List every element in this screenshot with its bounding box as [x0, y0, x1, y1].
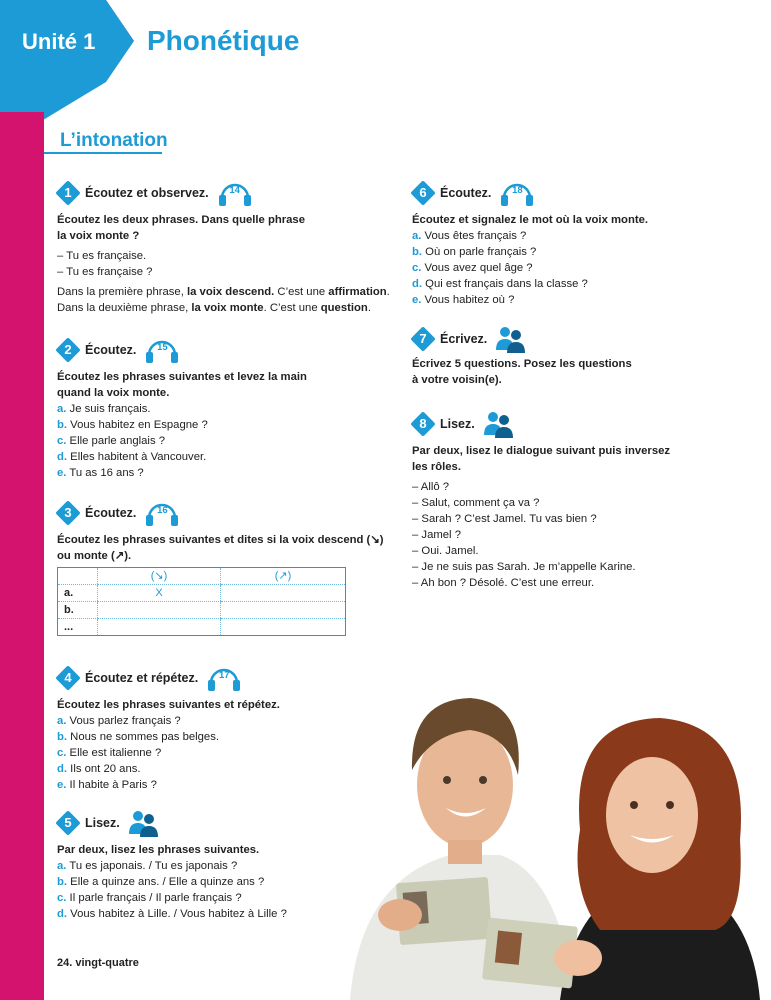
track-number: 15	[157, 342, 168, 353]
list-item: d. Vous habitez à Lille. / Vous habitez à Lille ?	[57, 908, 287, 920]
explanation-text: Dans la première phrase, la voix descend. C’est une affirmation. Dans la deuxième phrase, la voix monte. C’est une question.	[57, 286, 390, 314]
page-number: 24. vingt-quatre	[57, 957, 139, 969]
pair-work-icon	[483, 409, 513, 439]
exercise-instruction: Par deux, lisez les phrases suivantes.	[57, 844, 260, 856]
list-item: c. Elle est italienne ?	[57, 747, 162, 759]
list-item: d. Elles habitent à Vancouver.	[57, 451, 207, 463]
track-number: 16	[157, 505, 168, 516]
headphones-icon[interactable]	[206, 663, 242, 693]
students-id-cards-photo	[330, 690, 771, 1000]
exercise-title: Écoutez.	[440, 186, 492, 200]
list-item: e. Il habite à Paris ?	[57, 779, 157, 791]
exercise-number-badge: 8	[412, 413, 434, 435]
list-item: e. Vous habitez où ?	[412, 294, 515, 306]
headphones-icon[interactable]	[144, 335, 180, 365]
headphones-icon[interactable]	[144, 498, 180, 528]
table-header-row: (↘) (↗)	[58, 568, 346, 585]
dialogue-line: – Allô ?	[412, 481, 450, 493]
exercise-title: Écoutez.	[85, 506, 137, 520]
section-underline	[44, 152, 162, 154]
list-item: b. Vous habitez en Espagne ?	[57, 419, 208, 431]
dialogue-line: – Ah bon ? Désolé. C’est une erreur.	[412, 577, 595, 589]
exercise-6	[412, 180, 752, 308]
dialogue-line: – Sarah ? C’est Jamel. Tu vas bien ?	[412, 513, 597, 525]
exercise-instruction: Écrivez 5 questions. Posez les questions à votre voisin(e).	[412, 358, 632, 386]
exercise-instruction: Écoutez et signalez le mot où la voix monte.	[412, 214, 649, 226]
exercise-number-badge: 4	[57, 667, 79, 689]
exercise-title: Lisez.	[85, 816, 120, 830]
list-item: a. Vous êtes français ?	[412, 230, 527, 242]
exercise-title: Écoutez et observez.	[85, 186, 209, 200]
exercise-8	[412, 411, 752, 591]
track-number: 18	[512, 185, 523, 196]
table-row: a. X	[58, 585, 346, 602]
list-item: c. Elle parle anglais ?	[57, 435, 166, 447]
exercise-title: Écoutez.	[85, 343, 137, 357]
dialogue-line: – Salut, comment ça va ?	[412, 497, 540, 509]
dialogue	[412, 479, 752, 591]
list-item: e. Tu as 16 ans ?	[57, 467, 144, 479]
track-number: 17	[218, 670, 230, 681]
dialogue-line: – Jamel ?	[412, 529, 461, 541]
list-item: d. Qui est français dans la classe ?	[412, 278, 588, 290]
exercise-instruction: Écoutez les deux phrases. Dans quelle phrase la voix monte ?	[57, 214, 305, 242]
item-list	[57, 401, 387, 481]
list-item: d. Ils ont 20 ans.	[57, 763, 141, 775]
exercise-number-badge: 1	[57, 182, 79, 204]
unit-label: Unité 1	[22, 29, 96, 54]
exercise-title: Écrivez.	[440, 332, 488, 346]
exercise-number-badge: 3	[57, 502, 79, 524]
answer-table	[57, 567, 346, 636]
pair-work-icon	[495, 324, 525, 354]
exercise-title: Lisez.	[440, 417, 475, 431]
exercise-instruction: Écoutez les phrases suivantes et répétez.	[57, 699, 280, 711]
exercise-3	[57, 500, 387, 564]
exercise-number-badge: 6	[412, 182, 434, 204]
exercise-number-badge: 2	[57, 339, 79, 361]
item-list	[412, 228, 752, 308]
exercise-instruction: Écoutez les phrases suivantes et dites si la voix descend (↘) ou monte (↗).	[57, 534, 384, 562]
exercise-1	[57, 180, 390, 316]
exercise-7	[412, 326, 752, 388]
dialogue-line: – Je ne suis pas Sarah. Je m’appelle Karine.	[412, 561, 636, 573]
section-title: L’intonation	[60, 130, 168, 151]
list-item: a. Vous parlez français ?	[57, 715, 181, 727]
track-number: 14	[229, 185, 240, 196]
pair-work-icon	[128, 808, 158, 838]
exercise-instruction: Par deux, lisez le dialogue suivant puis inversez les rôles.	[412, 445, 671, 473]
page-title: Phonétique	[147, 25, 300, 56]
list-item: b. Nous ne sommes pas belges.	[57, 731, 220, 743]
table-row: ...	[58, 619, 346, 636]
exercise-instruction: Écoutez les phrases suivantes et levez la main quand la voix monte.	[57, 371, 307, 399]
headphones-icon[interactable]	[499, 178, 535, 208]
list-item: a. Je suis français.	[57, 403, 151, 415]
list-item: b. Elle a quinze ans. / Elle a quinze ans ?	[57, 876, 265, 888]
dialogue-line: – Oui. Jamel.	[412, 545, 479, 557]
list-item: a. Tu es japonais. / Tu es japonais ?	[57, 860, 238, 872]
left-color-band	[0, 0, 44, 1000]
headphones-icon[interactable]	[217, 178, 253, 208]
table-row: b.	[58, 602, 346, 619]
list-item: c. Vous avez quel âge ?	[412, 262, 533, 274]
exercise-number-badge: 5	[57, 812, 79, 834]
list-item: c. Il parle français / Il parle français ?	[57, 892, 242, 904]
exercise-2	[57, 337, 387, 481]
exercise-number-badge: 7	[412, 328, 434, 350]
exercise-title: Écoutez et répétez.	[85, 671, 199, 685]
list-item: b. Où on parle français ?	[412, 246, 537, 258]
example-sentences: – Tu es française. – Tu es française ?	[57, 250, 153, 278]
